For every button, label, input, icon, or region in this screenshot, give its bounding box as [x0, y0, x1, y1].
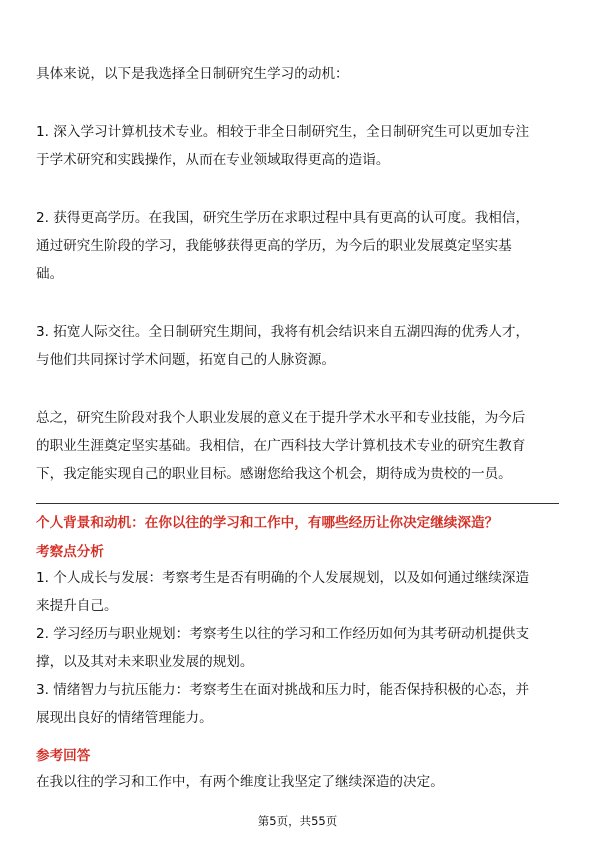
- text-line: 1. 深入学习计算机技术专业。相较于非全日制研究生，全日制研究生可以更加专注: [36, 124, 530, 140]
- intro-paragraph: [36, 60, 564, 88]
- motivation-point-2: [36, 204, 564, 288]
- text-line: 2. 学习经历与职业规划：考察考生以往的学习和工作经历如何为其考研动机提供支: [36, 626, 530, 642]
- summary-paragraph: [36, 404, 564, 488]
- text-line: 通过研究生阶段的学习，我能够获得更高的学历，为今后的职业发展奠定坚实基: [36, 238, 512, 254]
- text-line: 的职业生涯奠定坚实基础。我相信，在广西科技大学计算机技术专业的研究生教育: [36, 438, 526, 454]
- section-divider: [36, 503, 559, 504]
- answer-paragraph: [36, 768, 564, 796]
- analysis-point-3: [36, 676, 564, 732]
- text-line: 础。: [36, 266, 64, 282]
- analysis-point-2: [36, 620, 564, 676]
- motivation-point-1: [36, 118, 564, 174]
- page-number: 第5页，共55页: [257, 814, 338, 828]
- text-line: 3. 情绪智力与抗压能力：考察考生在面对挑战和压力时，能否保持积极的心态，并: [36, 682, 530, 698]
- text-line: 总之，研究生阶段对我个人职业发展的意义在于提升学术水平和专业技能，为今后: [36, 410, 526, 426]
- text-line: 2. 获得更高学历。在我国，研究生学历在求职过程中具有更高的认可度。我相信，: [36, 210, 530, 226]
- text-line: 下，我定能实现自己的职业目标。感谢您给我这个机会，期待成为贵校的一员。: [36, 466, 512, 482]
- text-line: 1. 个人成长与发展：考察考生是否有明确的个人发展规划，以及如何通过继续深造: [36, 570, 530, 586]
- text-line: 与他们共同探讨学术问题，拓宽自己的人脉资源。: [36, 352, 336, 368]
- intro-text: 具体来说，以下是我选择全日制研究生学习的动机：: [36, 66, 349, 82]
- answer-heading: 参考回答: [36, 748, 91, 764]
- answer-text: 在我以往的学习和工作中，有两个维度让我坚定了继续深造的决定。: [36, 774, 444, 790]
- text-line: 展现出良好的情绪管理能力。: [36, 710, 213, 726]
- interview-question: 个人背景和动机：在你以往的学习和工作中，有哪些经历让你决定继续深造？: [36, 515, 499, 531]
- text-line: 撑，以及其对未来职业发展的规划。: [36, 654, 254, 670]
- motivation-point-3: [36, 318, 564, 374]
- text-line: 于学术研究和实践操作，从而在专业领域取得更高的造诣。: [36, 152, 390, 168]
- text-line: 来提升自己。: [36, 598, 118, 614]
- analysis-heading: 考察点分析: [36, 544, 104, 560]
- analysis-point-1: [36, 564, 564, 620]
- text-line: 3. 拓宽人际交往。全日制研究生期间，我将有机会结识来自五湖四海的优秀人才，: [36, 324, 530, 340]
